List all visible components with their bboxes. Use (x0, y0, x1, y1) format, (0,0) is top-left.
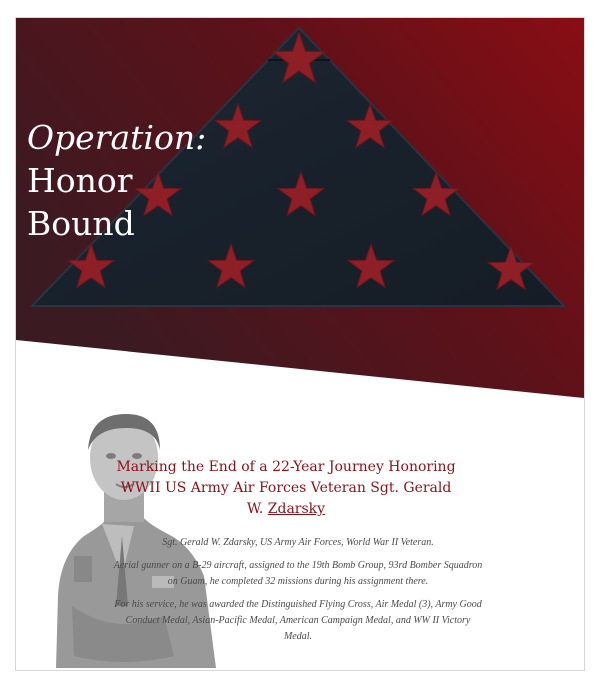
paragraph-veteran-intro: Sgt. Gerald W. Zdarsky, US Army Air Forces, World War II Veteran. (162, 537, 434, 548)
article-headline (116, 457, 456, 520)
title-line-1: Operation: (27, 118, 207, 157)
paragraph-service-assignment: Aerial gunner on a B-29 aircraft, assigned to the 19th Bomb Group, 93rd Bomber Squadron on Guam, he completed 32 missions during his assignment there. (113, 560, 483, 587)
page-frame (15, 17, 585, 671)
page-title (27, 116, 206, 245)
veteran-name-link[interactable]: Zdarsky (267, 501, 326, 517)
headline-text: Marking the End of a 22-Year Journey Honoring WWII US Army Air Forces Veteran Sgt. Gerald W. (116, 459, 456, 517)
title-line-3: Bound (27, 204, 135, 243)
title-line-2: Honor (27, 161, 133, 200)
paragraph-awards: For his service, he was awarded the Distinguished Flying Cross, Air Medal (3), Army Good Conduct Medal, Asian-Pacific Medal, American Campaign Medal, and WW II Victory Medal. (114, 599, 482, 642)
